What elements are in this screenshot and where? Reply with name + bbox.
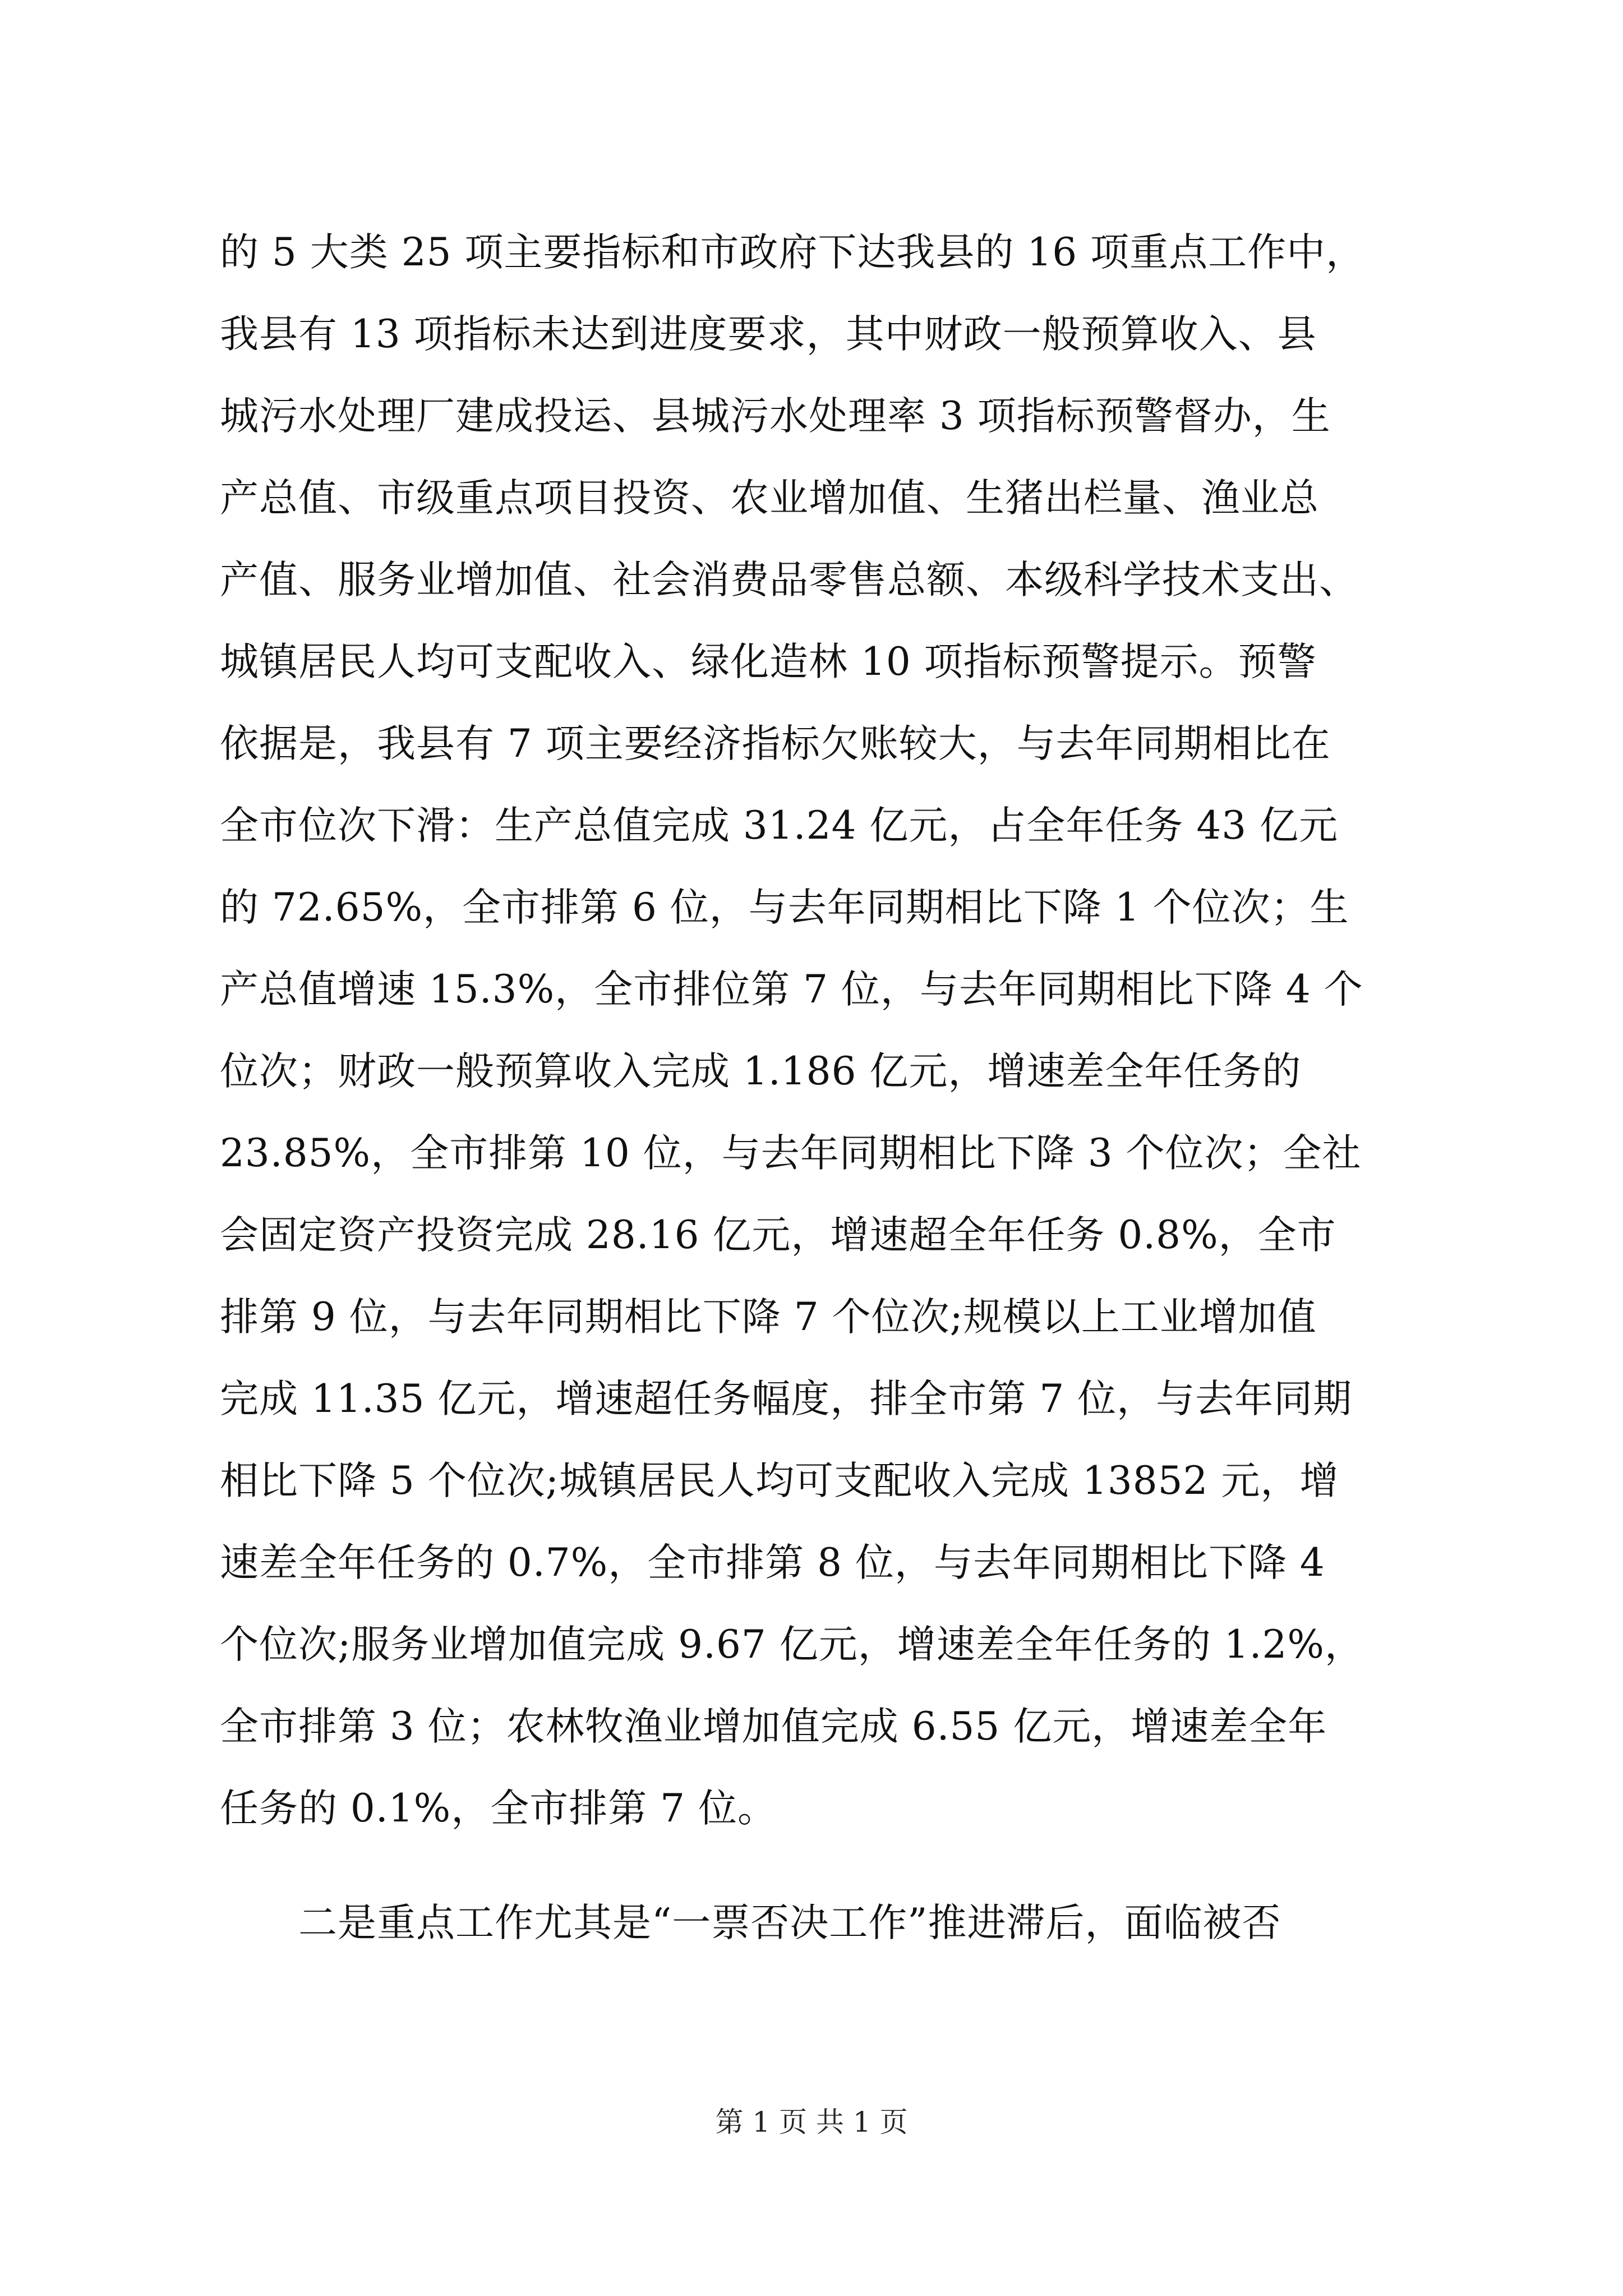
text-line: 排第 9 位，与去年同期相比下降 7 个位次;规模以上工业增加值 (220, 1295, 1317, 1340)
text-line: 产值、服务业增加值、社会消费品零售总额、本级科学技术支出、 (220, 558, 1358, 602)
text-line: 位次；财政一般预算收入完成 1.186 亿元，增速差全年任务的 (220, 1049, 1302, 1094)
text-line: 23.85%，全市排第 10 位，与去年同期相比下降 3 个位次；全社 (220, 1131, 1362, 1176)
text-line: 完成 11.35 亿元，增速超任务幅度，排全市第 7 位，与去年同期 (220, 1377, 1353, 1421)
paragraph-first-line: 二是重点工作尤其是“一票否决工作”推进滞后，面临被否 (220, 1901, 1281, 1945)
text-line: 任务的 0.1%，全市排第 7 位。 (220, 1786, 777, 1831)
text-line: 全市位次下滑：生产总值完成 31.24 亿元，占全年任务 43 亿元 (220, 803, 1339, 848)
text-line: 的 5 大类 25 项主要指标和市政府下达我县的 16 项重点工作中， (220, 230, 1366, 275)
text-line: 依据是，我县有 7 项主要经济指标欠账较大，与去年同期相比在 (220, 721, 1331, 766)
text-line: 会固定资产投资完成 28.16 亿元，增速超全年任务 0.8%，全市 (220, 1213, 1336, 1258)
text-line: 城镇居民人均可支配收入、绿化造林 10 项指标预警提示。预警 (220, 639, 1317, 684)
text-line: 相比下降 5 个位次;城镇居民人均可支配收入完成 13852 元，增 (220, 1458, 1339, 1503)
text-line: 产总值、市级重点项目投资、农业增加值、生猪出栏量、渔业总 (220, 476, 1319, 521)
text-line: 个位次;服务业增加值完成 9.67 亿元，增速差全年任务的 1.2%， (220, 1622, 1364, 1667)
text-line: 速差全年任务的 0.7%，全市排第 8 位，与去年同期相比下降 4 (220, 1540, 1325, 1585)
text-line: 城污水处理厂建成投运、县城污水处理率 3 项指标预警督办，生 (220, 394, 1331, 439)
text-line: 全市排第 3 位；农林牧渔业增加值完成 6.55 亿元，增速差全年 (220, 1704, 1327, 1749)
page-footer: 第 1 页 共 1 页 (715, 2106, 908, 2138)
text-line: 我县有 13 项指标未达到进度要求，其中财政一般预算收入、县 (220, 312, 1317, 357)
text-line: 的 72.65%，全市排第 6 位，与去年同期相比下降 1 个位次；生 (220, 885, 1349, 930)
text-line: 产总值增速 15.3%，全市排位第 7 位，与去年同期相比下降 4 个 (220, 967, 1363, 1012)
